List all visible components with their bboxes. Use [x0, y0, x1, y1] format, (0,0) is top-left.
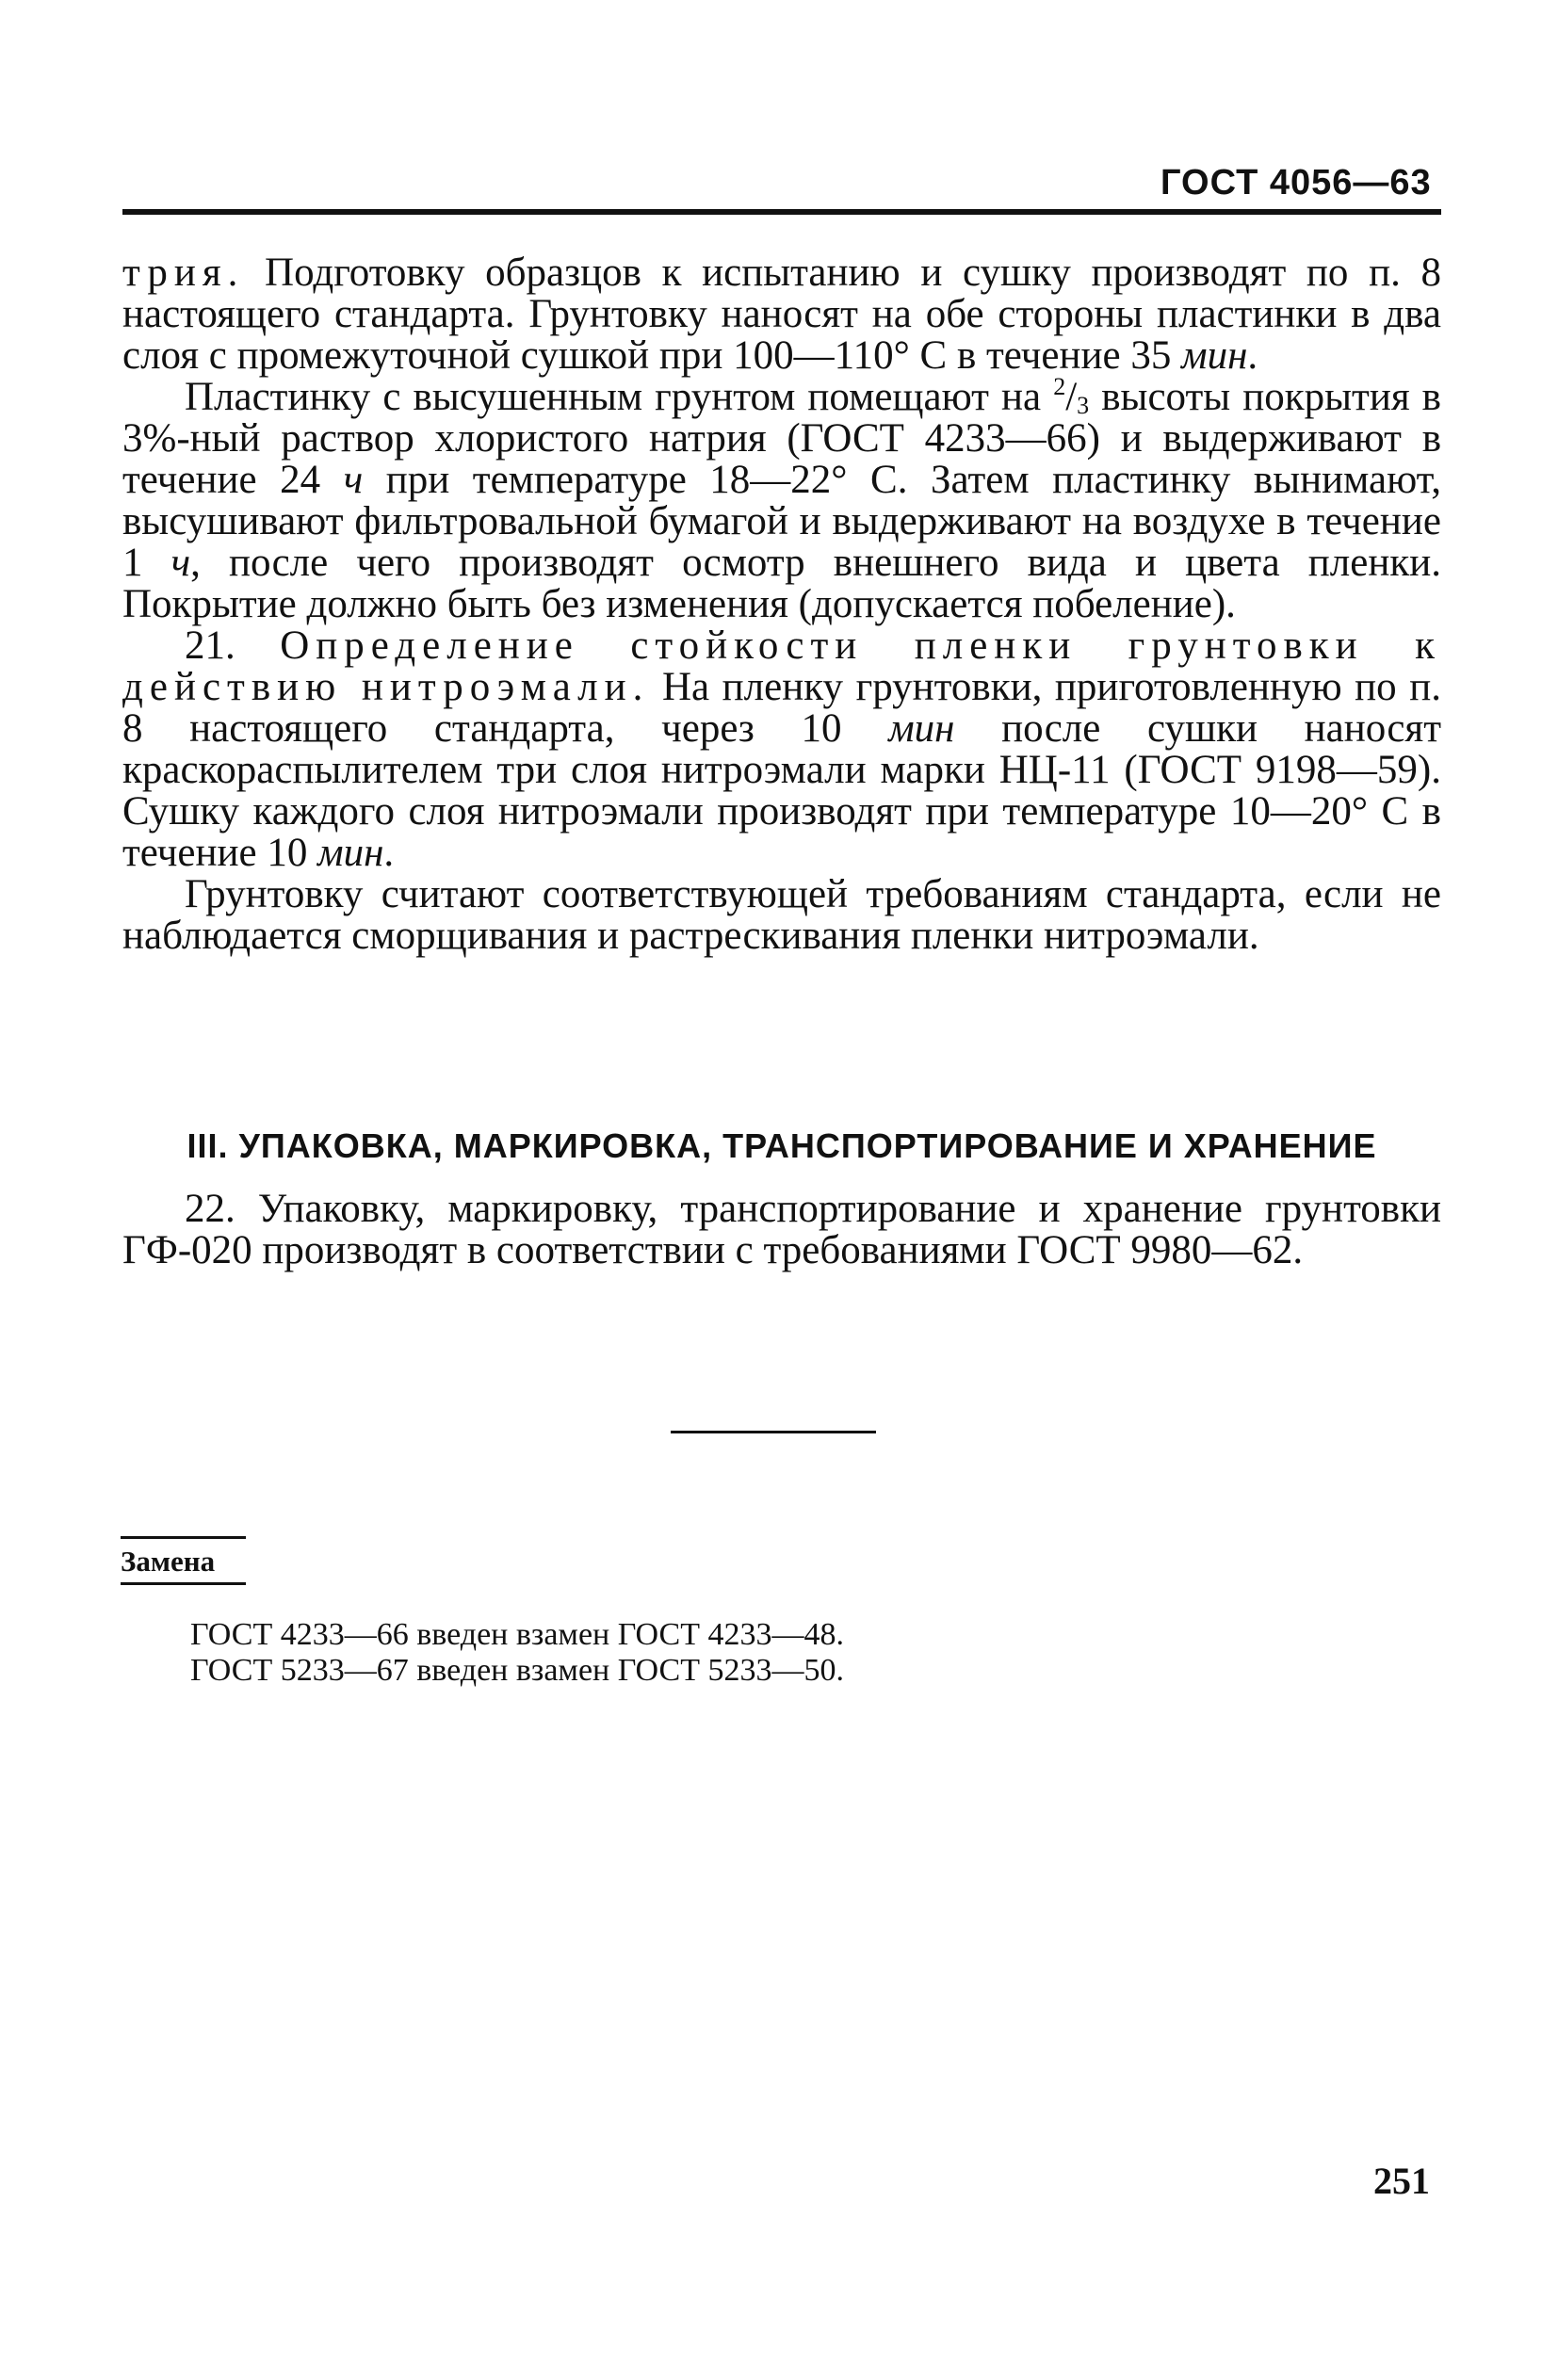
- note-rule-bottom: [121, 1582, 246, 1585]
- clause-unit: мин: [888, 706, 955, 751]
- section-heading: III. УПАКОВКА, МАРКИРОВКА, ТРАНСПОРТИРОВАНИЕ И ХРАНЕНИЕ: [187, 1126, 1377, 1165]
- clause-text-2: после сушки наносят краскораспылителем три слоя нитроэмали марки НЦ-11 (ГОСТ 9198—59). Сушку каждого слоя нитроэмали производят при температуре 10—20° С в течение 10: [122, 706, 1441, 875]
- note-line: ГОСТ 5233—67 введен взамен ГОСТ 5233—50.: [190, 1653, 844, 1688]
- note-rule-top: [121, 1536, 246, 1539]
- header-rule: [122, 209, 1441, 215]
- paragraph-plate-test: [122, 373, 1441, 626]
- continuation-text: Подготовку образцов к испытанию и сушку производят по п. 8 настоящего стандарта. Грунтовку наносят на обе стороны пластинки в два слоя с промежуточной сушкой при 100—110° С в течение 35: [122, 251, 1441, 378]
- clause-unit-2: мин: [317, 831, 384, 875]
- body-text-block-2: [122, 1189, 1441, 1271]
- plate-unit-hours-2: ч: [170, 541, 191, 585]
- continuation-end: .: [1247, 333, 1258, 378]
- plate-unit-hours: ч: [343, 458, 364, 502]
- fraction-denominator: 3: [1077, 392, 1090, 419]
- plate-text-3: при температуре 18—22° С. Затем пластинку вынимают, высушивают фильтровальной бумагой и выдерживают на воздухе в течение 1: [122, 458, 1441, 585]
- paragraph-22: 22. Упаковку, маркировку, транспортирование и хранение грунтовки ГФ-020 производят в соответствии с требованиями ГОСТ 9980—62.: [122, 1187, 1441, 1272]
- continuation-unit: мин: [1181, 333, 1248, 378]
- paragraph-21: [122, 625, 1441, 874]
- replacement-notes: [190, 1617, 1226, 1689]
- fraction-separator: /: [1065, 375, 1078, 419]
- paragraph-result: Грунтовку считают соответствующей требованиям стандарта, если не наблюдается сморщивания и растрескивания пленки нитроэмали.: [122, 872, 1441, 958]
- clause-end: .: [383, 831, 395, 875]
- plate-text-4: , после чего производят осмотр внешнего вида и цвета пленки. Покрытие должно быть без изменения (допускается побеление).: [122, 541, 1441, 626]
- plate-text-2: высоты покрытия в 3%-ный раствор хлористого натрия (ГОСТ 4233—66) и выдерживают в течение 24: [122, 375, 1441, 502]
- continuation-lead: трия.: [122, 251, 245, 295]
- fraction-numerator: 2: [1053, 373, 1066, 400]
- body-text-block: [122, 252, 1441, 957]
- document-header-title: ГОСТ 4056—63: [1160, 163, 1432, 202]
- replacement-note-title: Замена: [121, 1545, 216, 1578]
- paragraph-continuation: [122, 252, 1441, 377]
- clause-heading: Определение стойкости пленки грунтовки к действию нитроэмали.: [122, 623, 1441, 709]
- note-line: ГОСТ 4233—66 введен взамен ГОСТ 4233—48.: [190, 1617, 844, 1652]
- section-divider: [671, 1431, 876, 1433]
- clause-number: 21.: [185, 623, 235, 668]
- clause-text-1: На пленку грунтовки, приготовленную по п. 8 настоящего стандарта, через 10: [122, 665, 1441, 751]
- page-number: 251: [1373, 2160, 1430, 2202]
- plate-text-1: Пластинку с высушенным грунтом помещают на: [185, 375, 1054, 419]
